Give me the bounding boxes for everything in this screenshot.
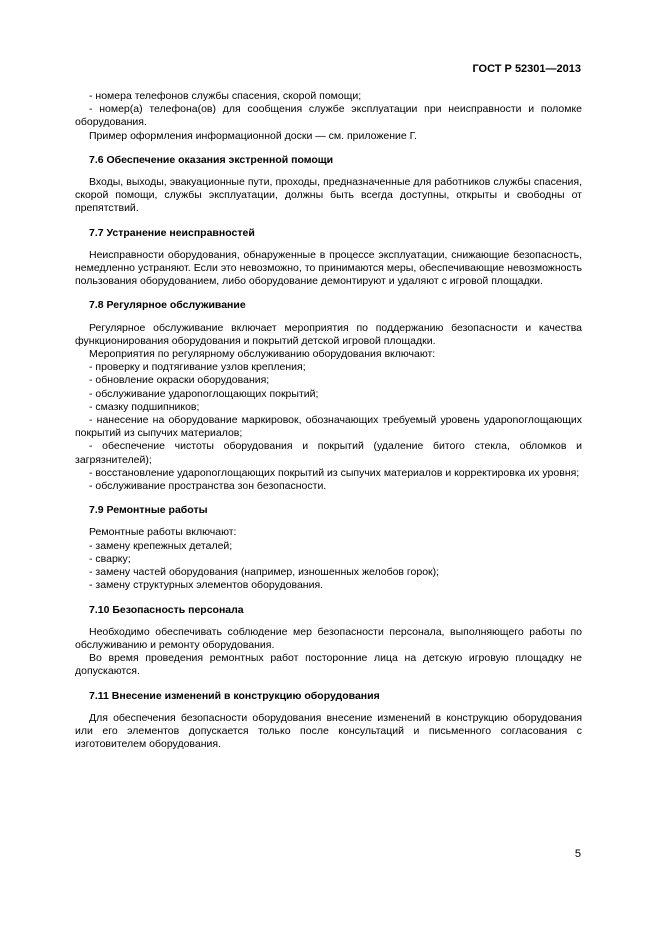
list-item: - номер(а) телефона(ов) для сообщения службе эксплуатации при неисправности и поломке оборудования. (75, 103, 582, 129)
paragraph: Регулярное обслуживание включает мероприятия по поддержанию безопасности и качества функционирования оборудования и покрытий детской игровой площадки. (75, 321, 582, 347)
list-item: - нанесение на оборудование маркировок, обозначающих требуемый уровень удароnоглощающих покрытий из сыпучих материалов; (75, 414, 582, 440)
document-header: ГОСТ Р 52301—2013 (472, 63, 581, 75)
list-item: - обеспечение чистоты оборудования и покрытий (удаление битого стекла, обломков и загрязнителей); (75, 440, 582, 466)
paragraph: Необходимо обеспечивать соблюдение мер безопасности персонала, выполняющего работы по обслуживанию и ремонту оборудования. (75, 625, 582, 651)
section-heading-7-11: 7.11 Внесение изменений в конструкцию оборудования (89, 689, 380, 702)
list-item: - обслуживание пространства зон безопасности. (89, 480, 327, 493)
section-heading-7-10: 7.10 Безопасность персонала (89, 603, 244, 616)
paragraph: Пример оформления информационной доски — см. приложение Г. (89, 129, 417, 142)
section-heading-7-6: 7.6 Обеспечение оказания экстренной помощи (89, 153, 334, 166)
list-item: - смазку подшипников; (89, 400, 200, 413)
list-item: - замену частей оборудования (например, изношенных желобов горок); (89, 566, 440, 579)
list-item: - восстановление удароnоглощающих покрытий из сыпучих материалов и корректировка их уровня; (89, 466, 580, 479)
list-item: - замену крепежных деталей; (89, 539, 233, 552)
paragraph: Неисправности оборудования, обнаруженные в процессе эксплуатации, снижающие безопасность, немедленно устраняют. Если это невозможно, то принимаются меры, обеспечивающие невозможность пользования оборудованием, либо оборудование демонтируют и удаляют с игровой площадки. (75, 248, 582, 288)
list-item: - сварку; (89, 552, 131, 565)
section-heading-7-8: 7.8 Регулярное обслуживание (89, 299, 246, 312)
list-item: - номера телефонов службы спасения, скорой помощи; (89, 90, 362, 102)
paragraph: Для обеспечения безопасности оборудования внесение изменений в конструкцию оборудования или его элементов допускается только после консультаций и письменного согласования с изготовителем оборудования. (75, 711, 582, 751)
paragraph: Входы, выходы, эвакуационные пути, проходы, предназначенные для работников службы спасения, скорой помощи, службы эксплуатации, должны быть всегда доступны, открыты и свободны от препятствий. (75, 176, 582, 215)
section-heading-7-7: 7.7 Устранение неисправностей (89, 226, 255, 239)
document-body (75, 90, 582, 751)
paragraph: Во время проведения ремонтных работ посторонние лица на детскую игровую площадку не допускаются. (75, 652, 582, 678)
list-item: - замену структурных элементов оборудования. (89, 579, 324, 592)
paragraph: Мероприятия по регулярному обслуживанию оборудования включают: (89, 348, 436, 361)
page-number: 5 (574, 848, 581, 860)
list-item: - проверку и подтягивание узлов крепления; (89, 361, 306, 374)
paragraph: Ремонтные работы включают: (89, 526, 237, 539)
section-heading-7-9: 7.9 Ремонтные работы (89, 504, 208, 517)
list-item: - обслуживание удароnоглощающих покрытий; (89, 387, 319, 400)
list-item: - обновление окраски оборудования; (89, 374, 270, 387)
